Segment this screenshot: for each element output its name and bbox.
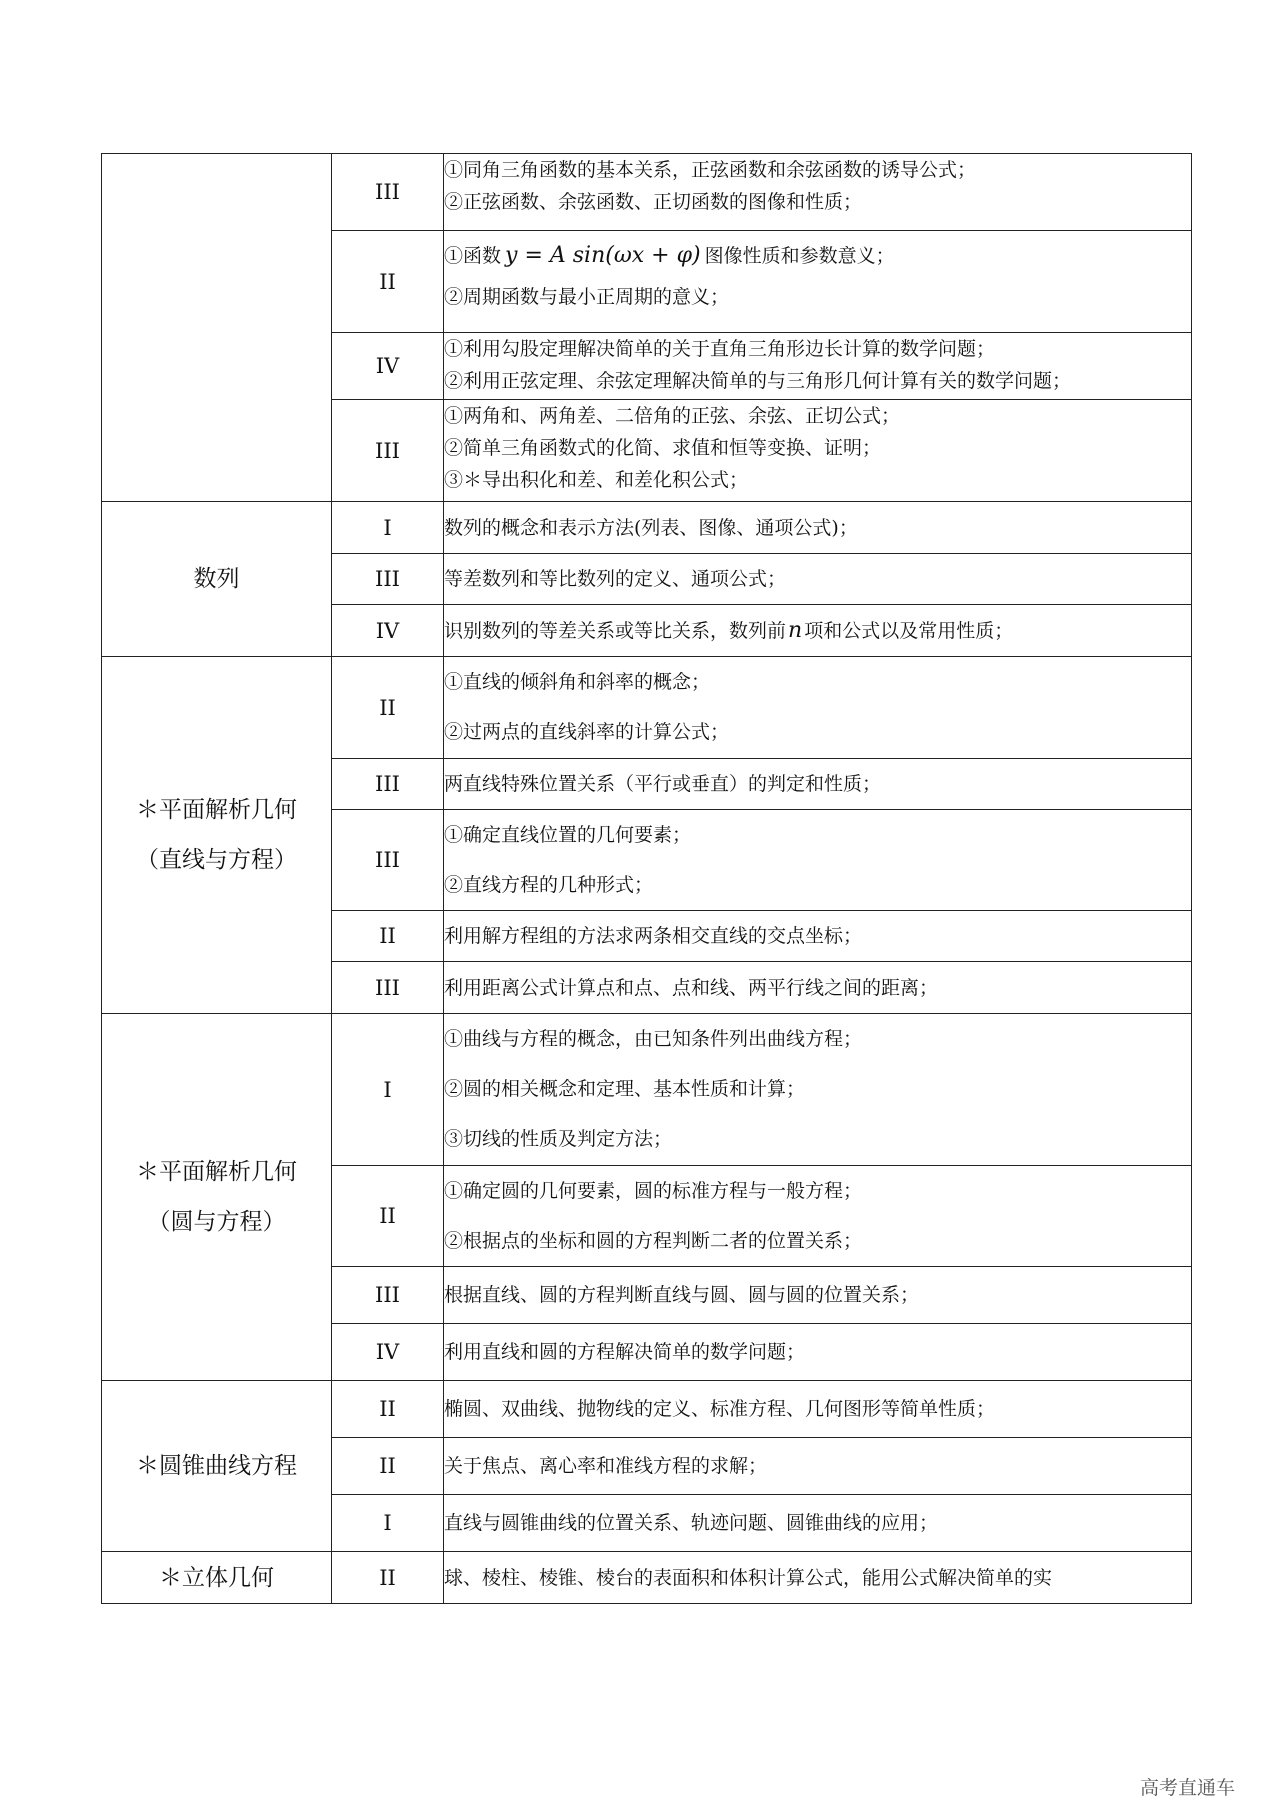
level-cell: IV	[332, 605, 444, 657]
level-cell: I	[332, 502, 444, 554]
content-cell	[444, 154, 1192, 231]
level-cell: III	[332, 962, 444, 1014]
content-cell	[444, 1552, 1192, 1604]
topic-title: ＊立体几何	[159, 1564, 274, 1591]
content-cell	[444, 657, 1192, 759]
content-line: ②过两点的直线斜率的计算公式；	[444, 721, 730, 743]
table-row	[102, 1014, 1192, 1166]
content-line: ②周期函数与最小正周期的意义；	[444, 286, 730, 308]
content-cell	[444, 810, 1192, 911]
topic-cell	[102, 1552, 332, 1604]
content-line: 根据直线、圆的方程判断直线与圆、圆与圆的位置关系；	[444, 1284, 920, 1306]
content-line: 球、棱柱、棱锥、棱台的表面积和体积计算公式，能用公式解决简单的实	[444, 1566, 1053, 1589]
topic-cell	[102, 1381, 332, 1552]
content-cell	[444, 962, 1192, 1014]
content-cell	[444, 400, 1192, 502]
content-line: ①同角三角函数的基本关系，正弦函数和余弦函数的诱导公式；	[444, 159, 977, 181]
content-line: ②利用正弦定理、余弦定理解决简单的与三角形几何计算有关的数学问题；	[444, 370, 1072, 392]
content-line: ①两角和、两角差、二倍角的正弦、余弦、正切公式；	[444, 405, 901, 427]
topic-cell-blank	[102, 154, 332, 502]
level-cell: II	[332, 1438, 444, 1495]
level-cell: II	[332, 1166, 444, 1267]
content-cell	[444, 1166, 1192, 1267]
content-cell	[444, 1438, 1192, 1495]
content-line: ③＊导出积化和差、和差化积公式；	[444, 469, 749, 491]
content-line: ①确定圆的几何要素，圆的标准方程与一般方程；	[444, 1180, 863, 1202]
content-line: 椭圆、双曲线、抛物线的定义、标准方程、几何图形等简单性质；	[444, 1398, 996, 1420]
topic-subtitle: （圆与方程）	[147, 1209, 286, 1235]
level-cell: III	[332, 759, 444, 810]
content-line: 利用直线和圆的方程解决简单的数学问题；	[444, 1341, 806, 1363]
level-cell: II	[332, 911, 444, 962]
content-cell	[444, 1267, 1192, 1324]
level-cell: IV	[332, 333, 444, 400]
table-row	[102, 502, 1192, 554]
content-cell	[444, 1381, 1192, 1438]
level-cell: IV	[332, 1324, 444, 1381]
formula: y = A sin(ωx + φ)	[505, 243, 701, 268]
topic-title: ＊平面解析几何	[136, 1159, 297, 1185]
level-cell: III	[332, 154, 444, 231]
watermark-text: 高考直通车	[1140, 1777, 1236, 1799]
table-row	[102, 1552, 1192, 1604]
content-line: ②直线方程的几种形式；	[444, 874, 654, 896]
topic-subtitle: （直线与方程）	[136, 847, 297, 873]
content-line: ①利用勾股定理解决简单的关于直角三角形边长计算的数学问题；	[444, 338, 996, 360]
topic-title: 数列	[193, 566, 240, 592]
content-line: 直线与圆锥曲线的位置关系、轨迹问题、圆锥曲线的应用；	[444, 1512, 939, 1534]
content-cell	[444, 605, 1192, 657]
content-line: 数列的概念和表示方法(列表、图像、通项公式)；	[444, 516, 858, 539]
content-text: ①函数	[444, 245, 502, 267]
topic-cell	[102, 1014, 332, 1381]
table-row	[102, 1381, 1192, 1438]
level-cell: III	[332, 554, 444, 605]
content-line: ②根据点的坐标和圆的方程判断二者的位置关系；	[444, 1230, 863, 1252]
content-cell	[444, 1495, 1192, 1552]
content-line: 关于焦点、离心率和准线方程的求解；	[444, 1455, 768, 1477]
topic-cell	[102, 502, 332, 657]
level-cell: I	[332, 1014, 444, 1166]
content-line: ③切线的性质及判定方法；	[444, 1128, 673, 1150]
content-cell	[444, 333, 1192, 400]
table-row	[102, 657, 1192, 759]
topic-title: ＊圆锥曲线方程	[136, 1453, 297, 1479]
content-line: ②圆的相关概念和定理、基本性质和计算；	[444, 1078, 806, 1100]
content-line	[444, 231, 1191, 281]
content-line: 等差数列和等比数列的定义、通项公式；	[444, 568, 787, 590]
content-line: ①确定直线位置的几何要素；	[444, 824, 692, 846]
content-line	[444, 615, 1191, 647]
content-cell	[444, 231, 1192, 333]
content-line: 两直线特殊位置关系（平行或垂直）的判定和性质；	[444, 773, 882, 795]
level-cell: II	[332, 1552, 444, 1604]
content-text: 识别数列的等差关系或等比关系，数列前	[444, 619, 787, 642]
level-cell: I	[332, 1495, 444, 1552]
content-line: ①直线的倾斜角和斜率的概念；	[444, 671, 711, 693]
variable: n	[788, 617, 803, 643]
table-row	[102, 154, 1192, 231]
content-line: ②简单三角函数式的化简、求值和恒等变换、证明；	[444, 437, 882, 459]
content-cell	[444, 554, 1192, 605]
content-cell	[444, 502, 1192, 554]
level-cell: II	[332, 657, 444, 759]
syllabus-table	[101, 153, 1192, 1604]
level-cell: III	[332, 810, 444, 911]
level-cell: II	[332, 231, 444, 333]
level-cell: III	[332, 1267, 444, 1324]
content-line: 利用解方程组的方法求两条相交直线的交点坐标；	[444, 925, 863, 947]
content-cell	[444, 1324, 1192, 1381]
content-text: 图像性质和参数意义；	[704, 245, 895, 267]
topic-title: ＊平面解析几何	[136, 797, 297, 823]
level-cell: II	[332, 1381, 444, 1438]
content-cell	[444, 759, 1192, 810]
content-cell	[444, 1014, 1192, 1166]
content-cell	[444, 911, 1192, 962]
content-line: ②正弦函数、余弦函数、正切函数的图像和性质；	[444, 191, 863, 213]
content-line: 利用距离公式计算点和点、点和线、两平行线之间的距离；	[444, 976, 939, 999]
topic-cell	[102, 657, 332, 1014]
content-line: ①曲线与方程的概念，由已知条件列出曲线方程；	[444, 1028, 863, 1050]
level-cell: III	[332, 400, 444, 502]
content-text: 项和公式以及常用性质；	[804, 619, 1014, 642]
